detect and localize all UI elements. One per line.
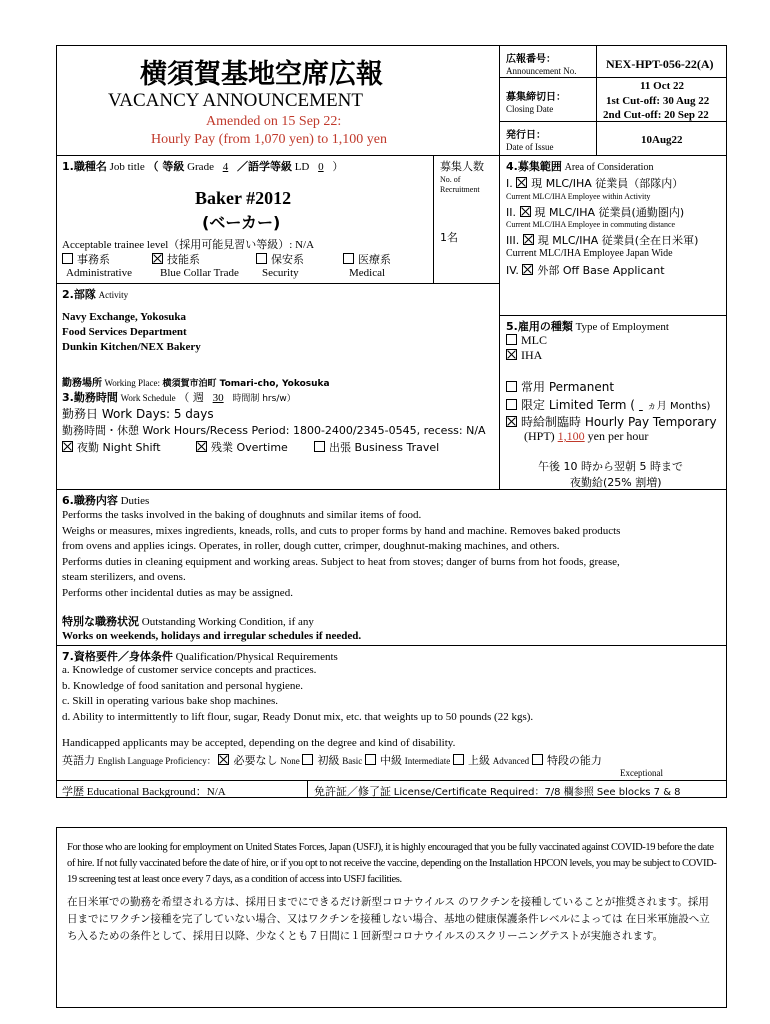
s6-header [62,492,149,508]
header-divider [499,45,500,490]
checkbox-checked-icon[interactable] [506,416,517,427]
checkbox-icon[interactable] [314,441,325,452]
level-basic[interactable] [302,755,362,767]
checkbox-icon[interactable] [302,754,313,765]
s7-label-en: Qualification/Physical Requirements [175,651,338,663]
limited-blank [635,398,647,412]
grade-value: 4 [222,161,229,173]
overtime-label: 残業 Overtime [211,441,288,454]
ann-no-label-en: Announcement No. [506,66,577,76]
level-intermediate[interactable] [365,755,450,767]
qual-line: a. Knowledge of customer service concepts and practices. [62,664,317,676]
checkbox-checked-icon[interactable] [516,177,527,188]
job-title-en: Baker #2012 [195,188,292,208]
area-jp: 現 MLC/IHA 従業員（部隊内） [531,177,684,190]
checkbox-checked-icon[interactable] [218,754,229,765]
lvl-en: Basic [342,756,363,766]
special-label-en: Outstanding Working Condition, if any [141,616,314,628]
license-value: License/Certificate Required：7/8 欄参照 See blocks 7 & 8 [393,787,681,798]
emp-limited[interactable] [506,396,710,413]
working-place: 勤務場所 Working Place: 横須賀市泊町 Tomari-cho, Yokosuka [62,378,330,389]
lvl-jp: 必要なし [233,754,278,767]
s4-label-en: Area of Consideration [564,162,654,173]
rule [56,283,500,284]
permanent-label: 常用 Permanent [521,380,615,394]
cat-admin-en: Administrative [66,267,132,279]
checkbox-icon[interactable] [365,754,376,765]
sched-prefix: （ 週 [178,391,204,404]
sched-value: 30 [212,392,224,404]
duty-line: from ovens and applies icings. Operates, in roller, dough cutter, crimper, doughnut-making machines, and others. [62,540,560,552]
duties-text [62,508,620,601]
s2-label-en: Activity [98,290,129,300]
duty-line: Performs the tasks involved in the baking of doughnuts and similar items of food. [62,509,422,521]
work-days: 勤務日 Work Days: 5 days [62,407,214,421]
area-en-1: Current MLC/IHA Employee within Activity [506,192,651,201]
emp-hpt[interactable] [506,413,717,430]
area-item-3[interactable] [506,232,698,248]
checkbox-icon[interactable] [62,253,73,264]
job-title-row [62,158,343,174]
ann-no-value: NEX-HPT-056-22(A) [606,57,714,71]
issue-label-en: Date of Issue [506,142,554,152]
area-jp: 現 MLC/IHA 従業員(通勤圏内) [534,206,685,219]
opt-night-shift[interactable] [62,439,161,455]
cat-admin-jp: 事務系 [77,253,110,266]
lvl-en: None [280,756,300,766]
cat-blue-collar[interactable] [152,251,200,267]
closing-value-3: 2nd Cut-off: 20 Sep 22 [603,109,709,121]
recruit-label-jp: 募集人数 [440,160,484,173]
closing-label-en: Closing Date [506,104,554,114]
night-note-1: 午後 10 時から翌朝 5 時まで [538,460,683,473]
s3-label-en: Work Schedule [120,393,176,403]
frame-top [56,45,727,46]
num: III. [506,234,520,247]
rule [499,315,727,316]
night-note-2: 夜勤給(25% 割増) [570,476,662,489]
limited-suffix: ヵ月 Months) [646,401,711,412]
checkbox-checked-icon[interactable] [196,441,207,452]
area-item-4[interactable] [506,262,665,278]
license-label-jp: 免許証／修了証 [314,785,391,798]
cat-blue-en: Blue Collar Trade [160,267,239,279]
s5-header [506,318,669,334]
sched-suffix: 時間制 hrs/w） [232,394,296,404]
qualifications [62,663,533,725]
level-exceptional-en: Exceptional [620,768,663,778]
grade-label-jp: （ 等級 [147,160,185,173]
area-item-1[interactable] [506,175,683,191]
checkbox-icon[interactable] [256,253,267,264]
checkbox-checked-icon[interactable] [62,441,73,452]
duty-line: Performs duties in cleaning equipment and working areas. Subject to heat from stoves; danger of burns from hot foods, grease, [62,555,620,568]
issue-label-jp: 発行日： [506,130,546,141]
edu-label-jp: 学歴 [62,785,84,798]
s1-label-en: Job title [109,161,145,173]
rule [499,121,727,122]
checkbox-icon[interactable] [506,334,517,345]
area-item-2[interactable] [506,204,684,220]
emp-permanent[interactable] [506,378,614,395]
handicap-note: Handicapped applicants may be accepted, depending on the degree and kind of disability. [62,737,456,749]
s6-label-en: Duties [120,495,150,507]
closing-value-2: 1st Cut-off: 30 Aug 22 [606,95,710,107]
rule [499,77,727,78]
s5-label-en: Type of Employment [575,321,669,333]
place-value: 横須賀市泊町 Tomari-cho, Yokosuka [162,379,330,389]
s7-label-jp: 7.資格要件／身体条件 [62,650,173,663]
rule [56,155,727,156]
amended-text: Amended on 15 Sep 22: [206,114,342,129]
num: IV. [506,264,519,277]
s2-label-jp: 2.部隊 [62,288,96,301]
special-condition [62,613,314,629]
mlc-label: MLC [521,333,548,347]
s4-label-jp: 4.募集範囲 [506,160,562,173]
closing-label-jp: 募集締切日： [506,92,566,103]
hpt-suffix: yen per hour [587,429,649,443]
work-hours: 勤務時間・休憩 Work Hours/Recess Period: 1800-2400/2345-0545, recess: N/A [62,424,486,437]
lvl-jp: 中級 [379,754,402,767]
education [62,783,226,799]
duty-line: steam sterilizers, and ovens. [62,571,186,583]
area-en-3: Current MLC/IHA Employee Japan Wide [506,248,673,259]
area-en-2: Current MLC/IHA Employee in commuting distance [506,220,676,229]
ld-value: 0 [318,161,324,173]
ann-no-label-jp: 広報番号： [506,54,556,65]
checkbox-checked-icon[interactable] [506,349,517,360]
opt-business-travel[interactable] [314,439,439,455]
covid-text-en: For those who are looking for employment on United States Forces, Japan (USFJ), it is highly encouraged that you be fully vaccinated against COVID-19 before the date of hire. If not fully vaccinated before the date of hire, or if you opt to not receive the vaccine, depending on the Installation HPCON levels, you may be subject to COVID-19 screening test at least once every 7 days, as a condition of access into USFJ facilities. [67,842,717,885]
activity-line-1: Navy Exchange, Yokosuka [62,311,186,323]
lvl-en: Advanced [492,756,530,766]
night-label: 夜勤 Night Shift [77,441,161,454]
area-jp: 現 MLC/IHA 従業員(全在日米軍) [537,234,699,247]
hpt-label: 時給制臨時 Hourly Pay Temporary [521,415,717,429]
frame-right [726,45,727,798]
opt-overtime[interactable] [196,439,288,455]
place-label-en: Working Place [104,378,158,388]
covid-text-jp: 在日米軍での勤務を希望される方は、採用日までにできるだけ新型コロナウイルス のワクチンを接種していることが推奨されます。採用日までにワクチン接種を完了していない場合、又はワクチンを接種しない場合、基地の健康保護条件レベルによっては 在日米軍施設へ立ち入るための条件として、採用日以降、少なくとも７日間に１回新型コロナウイルスのスクリーニングテストが実施されます。 [67,896,710,942]
closing-value-1: 11 Oct 22 [640,80,684,92]
english-label-jp: 英語力 [62,754,95,767]
job-title-jp: (ベーカー) [202,213,281,232]
ld-label-jp: ／語学等級 [236,160,292,173]
limited-label: 限定 Limited Term ( [521,398,635,412]
level-advanced[interactable] [453,755,529,767]
cat-admin[interactable] [62,251,110,267]
checkbox-icon[interactable] [532,754,543,765]
hourly-pay-text: Hourly Pay (from 1,070 yen) to 1,100 yen [151,132,388,147]
rule [433,155,434,283]
cat-security[interactable] [256,251,304,267]
issue-value: 10Aug22 [641,134,683,146]
cat-sec-en: Security [262,267,299,279]
checkbox-icon[interactable] [453,754,464,765]
trainee-level: Acceptable trainee level（採用可能見習い等級）: N/A [62,239,315,251]
iha-label: IHA [521,348,543,362]
checkbox-checked-icon[interactable] [523,234,534,245]
s1-label-jp: 1.職種名 [62,160,107,173]
qual-line: c. Skill in operating various bake shop machines. [62,695,278,707]
header-col-divider [596,45,597,155]
checkbox-icon[interactable] [506,381,517,392]
license [314,783,681,799]
duty-line: Weighs or measures, mixes ingredients, kneads, rolls, and cuts to proper forms by hand and machine. Removes baked products [62,524,621,537]
hpt-rate-row [524,429,648,444]
lvl-jp: 特段の能力 [546,754,602,767]
cat-blue-jp: 技能系 [167,253,200,266]
emp-mlc[interactable] [506,333,547,348]
emp-iha[interactable] [506,348,542,363]
title-jp: 横須賀基地空席広報 [140,59,383,90]
activity-line-3: Dunkin Kitchen/NEX Bakery [62,341,201,353]
checkbox-checked-icon[interactable] [520,206,531,217]
qual-line: d. Ability to intermittently to lift flour, sugar, Ready Donut mix, etc. that weights up to 50 pounds (22 kgs). [62,710,534,723]
edu-value: Educational Background：N/A [86,786,226,798]
grade-label-en: Grade [187,161,214,173]
title-en: VACANCY ANNOUNCEMENT [108,90,363,111]
cat-sec-jp: 保安系 [271,253,304,266]
level-exceptional[interactable] [532,755,602,767]
s5-label-jp: 5.雇用の種類 [506,320,573,333]
covid-notice-box [56,827,727,1008]
cat-med-jp: 医療系 [358,253,391,266]
duty-line: Performs other incidental duties as may be assigned. [62,586,293,599]
lvl-jp: 初級 [317,754,340,767]
recruit-value: 1名 [440,231,458,244]
checkbox-checked-icon[interactable] [152,253,163,264]
cat-medical[interactable] [343,251,391,267]
lvl-jp: 上級 [467,754,490,767]
special-label-jp: 特別な職務状況 [62,615,139,628]
ld-label-en: LD [294,161,310,173]
s3-header [62,389,296,405]
frame-left [56,45,57,798]
travel-label: 出張 Business Travel [329,441,440,454]
hpt-rate: 1,100 [557,429,585,443]
recruit-label-en-1: No. of [440,175,461,184]
num: I. [506,177,513,190]
rule [56,645,727,646]
rule [56,780,727,781]
s4-header [506,158,653,174]
recruit-label-en-2: Recruitment [440,185,480,194]
place-label-jp: 勤務場所 [62,378,102,389]
hpt-prefix: (HPT) [524,429,555,443]
level-none[interactable] [218,755,299,767]
s7-header [62,648,338,664]
rule [307,780,308,798]
special-value: Works on weekends, holidays and irregular schedules if needed. [62,630,362,642]
cat-med-en: Medical [349,267,386,279]
qual-line: b. Knowledge of food sanitation and personal hygiene. [62,679,304,692]
paren: ） [332,161,344,173]
english-proficiency [62,752,602,768]
s3-label-jp: 3.勤務時間 [62,391,118,404]
checkbox-checked-icon[interactable] [522,264,533,275]
checkbox-icon[interactable] [343,253,354,264]
area-jp: 外部 Off Base Applicant [537,264,665,277]
english-label-en: English Language Proficiency： [97,756,216,766]
lvl-en: Intermediate [404,756,451,766]
activity-line-2: Food Services Department [62,326,187,338]
s2-header [62,286,128,302]
checkbox-icon[interactable] [506,399,517,410]
s6-label-jp: 6.職務内容 [62,494,118,507]
num: II. [506,206,516,219]
